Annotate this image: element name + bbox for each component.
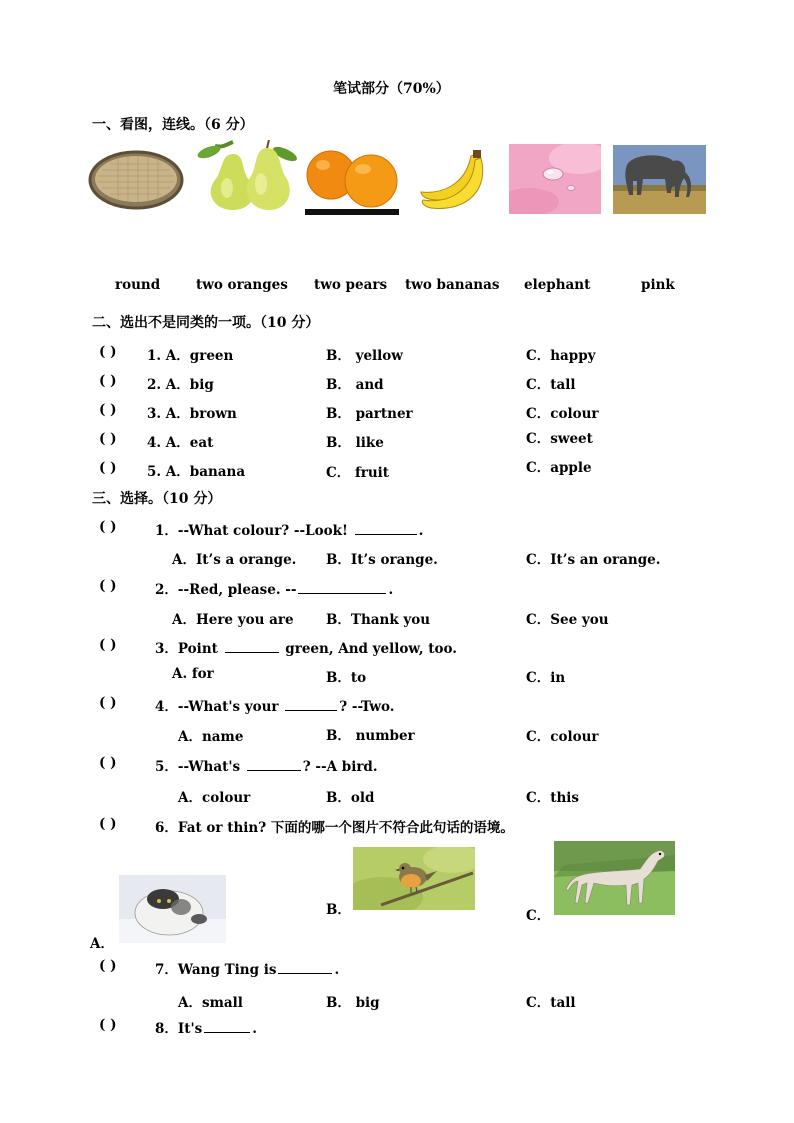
answer-blank[interactable]	[298, 581, 386, 594]
question-text: 1．--What colour? --Look! .	[155, 523, 424, 539]
option-c: C．It’s an orange.	[526, 552, 661, 568]
question-option-c: C．happy	[526, 348, 596, 364]
answer-bracket[interactable]: ( )	[99, 578, 117, 594]
match-word: two oranges	[196, 277, 288, 293]
option-b: B． big	[326, 995, 380, 1011]
question-option-c: C．apple	[526, 460, 592, 476]
option-c: C．in	[526, 670, 566, 686]
option-c: C．tall	[526, 995, 576, 1011]
answer-bracket[interactable]: ( )	[99, 755, 117, 771]
page-title: 笔试部分（70%）	[333, 81, 450, 97]
match-word: two pears	[314, 277, 388, 293]
question-option-a: 4. A．eat	[147, 435, 214, 451]
answer-bracket[interactable]: ( )	[99, 431, 117, 447]
fat-cat-image[interactable]	[119, 875, 226, 943]
answer-bracket[interactable]: ( )	[99, 344, 117, 360]
question-option-b: B． like	[326, 435, 384, 451]
option-b: B．old	[326, 790, 375, 806]
match-word: round	[115, 277, 161, 293]
answer-bracket[interactable]: ( )	[99, 519, 117, 535]
question-option-c: C．colour	[526, 406, 599, 422]
question-option-b: C． fruit	[326, 465, 390, 481]
thin-dog-image[interactable]	[554, 841, 675, 915]
banana-image	[417, 148, 489, 214]
answer-blank[interactable]	[225, 640, 279, 653]
answer-bracket[interactable]: ( )	[99, 637, 117, 653]
option-c: C．this	[526, 790, 580, 806]
question-option-a: 3. A．brown	[147, 406, 237, 422]
option-c: C．colour	[526, 729, 599, 745]
option-a-label: A．	[90, 936, 114, 952]
basket-image	[88, 146, 184, 212]
match-word: two bananas	[405, 277, 500, 293]
option-a: A．Here you are	[172, 612, 294, 628]
question-text: 6．Fat or thin? 下面的哪一个图片不符合此句话的语境。	[155, 820, 514, 836]
question-option-a: 1. A．green	[147, 348, 234, 364]
option-b-label: B．	[326, 902, 351, 918]
answer-bracket[interactable]: ( )	[99, 1017, 117, 1033]
question-text: 3．Point green, And yellow, too.	[155, 641, 457, 657]
oranges-image	[305, 145, 399, 215]
elephant-image	[613, 145, 706, 214]
match-word: pink	[641, 277, 675, 293]
section-3-heading: 三、选择。（10 分）	[92, 491, 222, 507]
answer-blank[interactable]	[278, 961, 332, 974]
option-b: B．It’s orange.	[326, 552, 438, 568]
option-a: A．colour	[178, 790, 251, 806]
question-option-b: B． partner	[326, 406, 413, 422]
question-option-c: C．sweet	[526, 431, 593, 447]
section-1-heading: 一、看图，连线。（6 分）	[92, 117, 254, 133]
answer-blank[interactable]	[247, 758, 301, 771]
question-option-a: 5. A．banana	[147, 464, 246, 480]
question-option-b: B． yellow	[326, 348, 403, 364]
answer-bracket[interactable]: ( )	[99, 460, 117, 476]
question-text: 2．--Red, please. -- .	[155, 582, 394, 598]
question-text: 5．--What's ? --A bird.	[155, 759, 378, 775]
option-a: A．It’s a orange.	[172, 552, 297, 568]
answer-bracket[interactable]: ( )	[99, 402, 117, 418]
answer-blank[interactable]	[355, 522, 417, 535]
option-b: B．Thank you	[326, 612, 431, 628]
option-c: C．See you	[526, 612, 609, 628]
question-option-c: C．tall	[526, 377, 576, 393]
match-word: elephant	[524, 277, 591, 293]
bird-image[interactable]	[353, 847, 475, 910]
question-option-b: B． and	[326, 377, 384, 393]
option-b: B．to	[326, 670, 367, 686]
question-text: 8．It's .	[155, 1021, 257, 1037]
question-option-a: 2. A．big	[147, 377, 214, 393]
question-text: 7．Wang Ting is .	[155, 962, 340, 978]
answer-bracket[interactable]: ( )	[99, 816, 117, 832]
option-b: B． number	[326, 728, 415, 744]
option-a: A．name	[178, 729, 244, 745]
section-2-heading: 二、选出不是同类的一项。（10 分）	[92, 315, 320, 331]
pink-water-drop-image	[509, 144, 601, 214]
answer-bracket[interactable]: ( )	[99, 958, 117, 974]
question-text: 4．--What's your ? --Two.	[155, 699, 395, 715]
answer-bracket[interactable]: ( )	[99, 695, 117, 711]
pears-image	[193, 140, 299, 212]
answer-blank[interactable]	[285, 698, 337, 711]
answer-bracket[interactable]: ( )	[99, 373, 117, 389]
answer-blank[interactable]	[204, 1020, 250, 1033]
option-a: A．small	[178, 995, 243, 1011]
option-a: A. for	[172, 666, 214, 682]
option-c-label: C．	[526, 908, 551, 924]
